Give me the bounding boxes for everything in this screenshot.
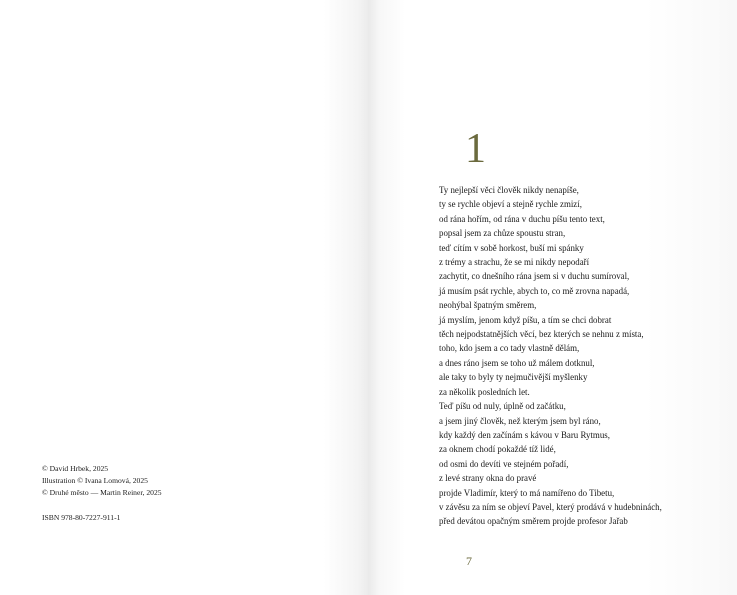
poem-line: kdy každý den začínám s kávou v Baru Rytmus, [439,429,610,440]
poem-line: před devátou opačným směrem projde profesor Jařab [439,516,628,527]
chapter-number: 1 [465,126,486,172]
copyright-author: © David Hrbek, 2025 [42,464,109,473]
left-page [0,0,368,595]
poem-line: za oknem chodí pokaždé tíž lidé, [439,444,556,455]
copyright-publisher: © Druhé město — Martin Reiner, 2025 [42,488,162,498]
poem-line: a dnes ráno jsem se toho už málem dotknul, [439,357,595,368]
poem-line: já myslím, jenom když píšu, a tím se chci dobrat [439,314,612,325]
right-page [368,0,737,595]
poem-line: z trémy a strachu, že se mi nikdy nepodaří [439,257,590,268]
poem-line: neohýbal špatným směrem, [439,300,537,311]
poem-line: já musím psát rychle, abych to, co mě zrovna napadá, [439,285,630,296]
poem-line: popsal jsem za chůze spoustu stran, [439,228,566,239]
poem-line: Ty nejlepší věci člověk nikdy nenapíše, [439,185,579,195]
poem-line: v závěsu za ním se objeví Pavel, který prodává v hudebninách, [439,501,662,512]
poem-line: toho, kdo jsem a co tady vlastně dělám, [439,343,580,354]
poem-line: od osmi do devíti ve stejném pořadí, [439,458,569,469]
poem-text [439,183,662,529]
poem-line: z levé strany okna do pravé [439,473,537,484]
copyright-illustration: Illustration © Ivana Lomová, 2025 [42,476,148,486]
imprint-block [42,463,162,524]
poem-line: a jsem jiný člověk, než kterým jsem byl ráno, [439,415,601,426]
poem-line: Teď píšu od nuly, úplně od začátku, [439,401,566,412]
poem-line: za několik posledních let. [439,386,530,397]
poem-line: teď cítím v sobě horkost, buší mi spánky [439,242,584,253]
isbn: ISBN 978-80-7227-911-1 [42,513,121,523]
poem-line: ty se rychle objeví a stejně rychle zmizí, [439,199,582,210]
poem-line: od rána hořím, od rána v duchu píšu tento text, [439,213,605,224]
poem-line: ale taky to byly ty nejmučivější myšlenky [439,372,588,383]
poem-line: těch nejpodstatnějších věcí, bez kterých se nehnu z místa, [439,329,644,340]
poem-line: zachytit, co dnešního rána jsem si v duchu sumíroval, [439,271,630,282]
poem-line: projde Vladimír, který to má namířeno do Tibetu, [439,487,615,498]
page-number: 7 [466,554,472,568]
